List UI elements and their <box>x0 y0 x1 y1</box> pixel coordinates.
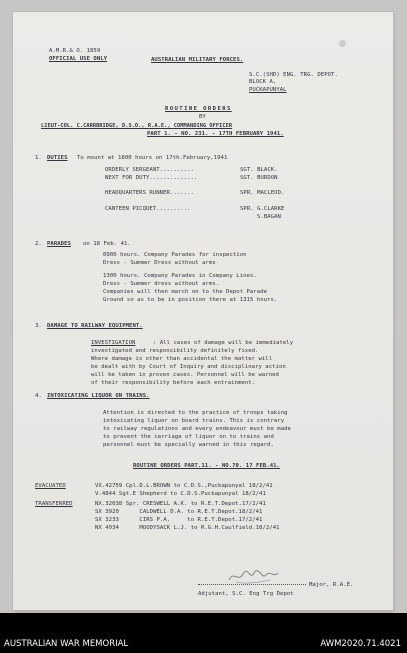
evacuated-entry: V.4844 Sgt.E Shepherd to C.D.S.Puckapunyal 18/2/41 <box>95 491 266 497</box>
duty-value: SGT. BLACK. <box>240 167 278 173</box>
duty-value: SPR. G.CLARKE <box>240 206 285 212</box>
archive-accession-number: AWM2020.71.4021 <box>320 639 401 649</box>
transferred-entry: SX 3233 CIRS P.A. to R.E.T.Depot.17/2/41 <box>95 517 263 523</box>
orders-by: BY <box>199 114 206 120</box>
section-1-intro: To mount at 1800 hours on 17th.February,1941 <box>77 155 228 161</box>
liquor-line: intoxicating liquor on board trains. This is contrary <box>103 418 285 424</box>
duty-value: S.BAGAN <box>257 214 281 220</box>
duty-label: HEADQUARTERS RUNNER....... <box>105 190 194 196</box>
section-2-number: 2. <box>35 241 42 247</box>
duty-label: ORDERLY SERGEANT.......... <box>105 167 194 173</box>
section-3-heading: DAMAGE TO RAILWAY EQUIPMENT. <box>47 323 143 329</box>
section-3-number: 3. <box>35 323 42 329</box>
section-2-intro: on 18 Feb. 41. <box>83 241 131 247</box>
orders-title: ROUTINE ORDERS <box>165 106 232 112</box>
commanding-officer: LIEUT-COL. C.CARRBRIDGE, D.S.O., R.A.E., COMMANDING OFFICER <box>41 123 233 129</box>
orders-part-number: PART 1. - NO. 231. - 17TH FEBRUARY 1941. <box>147 131 284 137</box>
duty-value: SGT. BURDON <box>240 175 278 181</box>
transferred-entry: NX.32038 Spr. CRESWELL A.K. to R.E.T.Depot.17/2/41 <box>95 501 266 507</box>
section-1-number: 1. <box>35 155 42 161</box>
transferred-entry: SX 3920 CALDWELL D.A. to R.E.T.Depot.18/2/41 <box>95 509 263 515</box>
unit-name: S.C.(SHD) ENG. TRG. DEPOT. <box>249 72 338 78</box>
parade-line: Ground so as to be in position there at 1315 hours. <box>103 297 278 303</box>
liquor-line: Attention is directed to the practice of troops taking <box>103 410 288 416</box>
archive-footer <box>0 613 407 653</box>
investigation-line: : All cases of damage will be immediately <box>153 340 294 346</box>
force-title: AUSTRALIAN MILITARY FORCES. <box>151 57 244 63</box>
signature-line <box>198 584 306 585</box>
duty-value: SPR. MACLEOD. <box>240 190 285 196</box>
signatory-rank: Major, R.A.E. <box>309 582 354 588</box>
parade-line: 1300 hours. Company Parades in Company Lines. <box>103 273 257 279</box>
archive-name: AUSTRALIAN WAR MEMORIAL <box>4 639 129 649</box>
investigation-label: INVESTIGATION <box>91 340 136 346</box>
investigation-line: investigated and responsibility definitely fixed. <box>91 348 259 354</box>
official-use-label: OFFICIAL USE ONLY <box>49 56 108 62</box>
signatory-role: Adjutant, S.C. Eng Trg Depot <box>198 591 294 597</box>
doc-reference: A.M.R.& O. 1859 <box>49 48 101 54</box>
section-1-heading: DUTIES <box>47 155 68 161</box>
duty-label: NEXT FOR DUTY.............. <box>105 175 198 181</box>
parade-line: Dress - Summer dress without arms. <box>103 281 220 287</box>
liquor-line: to railway regulations and every endeavour must be made <box>103 426 291 432</box>
investigation-line: of their responsibility before each entrainment. <box>91 380 256 386</box>
investigation-line: be dealt with by Court of Inquiry and disciplinary action <box>91 364 286 370</box>
part-2-heading: ROUTINE ORDERS PART.11. - NO.70. 17 FEB.41. <box>133 463 280 469</box>
evacuated-entry: VX.42759 Cpl.D.L.BROWN to C.D.S.,Puckapunyal 18/2/41 <box>95 483 273 489</box>
document-page <box>13 12 393 610</box>
parade-line: Dress - Summer Dress without arms <box>103 260 216 266</box>
parade-line: Companies will then march on to the Depot Parade <box>103 289 268 295</box>
investigation-line: will be taken in proven cases. Personnel will be warned <box>91 372 279 378</box>
section-4-heading: INTOXICATING LIQUOR ON TRAINS. <box>47 393 150 399</box>
liquor-line: personnel must be specially warned in this regard. <box>103 442 274 448</box>
investigation-line: Where damage is other than accidental the matter will <box>91 356 273 362</box>
liquor-line: to prevent the carriage of liquor on to trains and <box>103 434 274 440</box>
unit-block: BLOCK A, <box>249 79 277 85</box>
transferred-label: TRANSFERRED <box>35 501 73 507</box>
parade-line: 0900 hours. Company Parades for inspection <box>103 252 247 258</box>
duty-label: CANTEEN PICQUET.......... <box>105 206 191 212</box>
section-2-heading: PARADES <box>47 241 71 247</box>
section-4-number: 4. <box>35 393 42 399</box>
transferred-entry: NX 4934 MOODYSACK L.J. to R.G.H.Caulfield.18/2/41 <box>95 525 280 531</box>
punch-hole <box>339 40 346 47</box>
unit-location: PUCKAPUNYAL <box>249 87 287 93</box>
evacuated-label: EVACUATED <box>35 483 66 489</box>
